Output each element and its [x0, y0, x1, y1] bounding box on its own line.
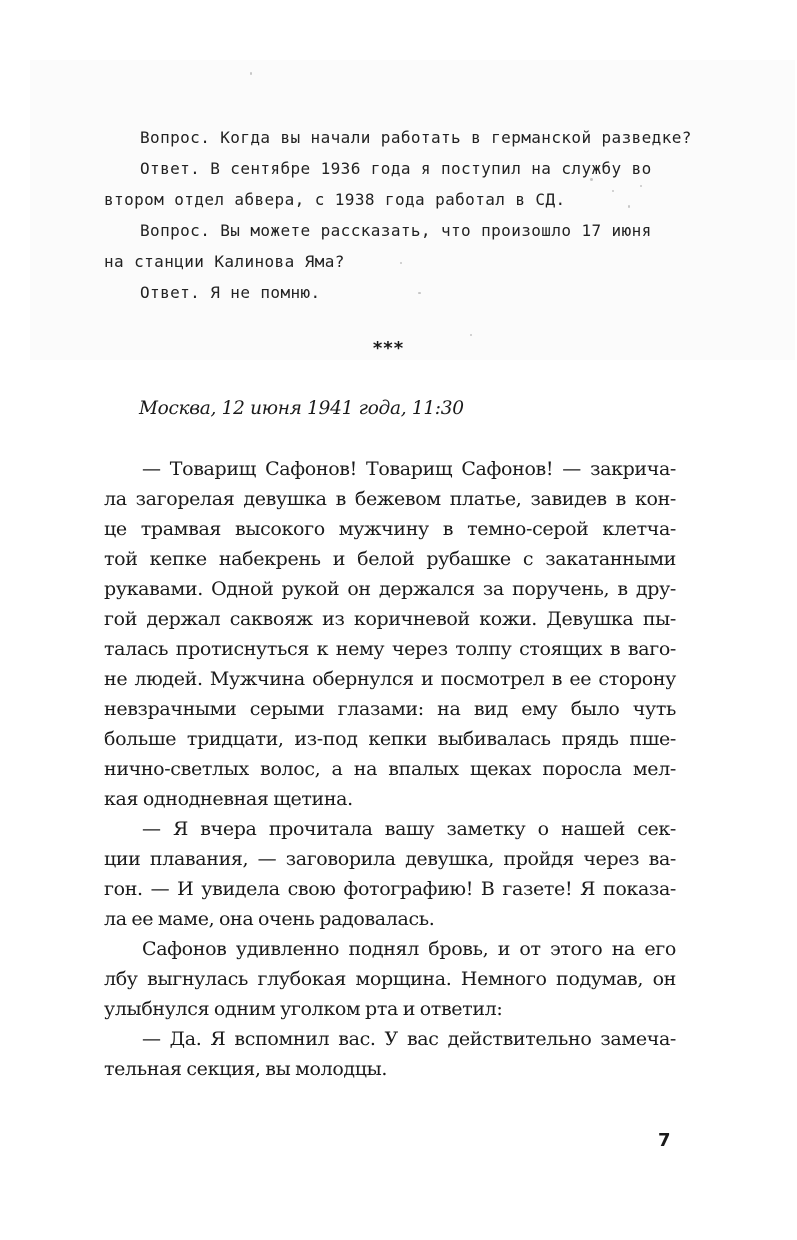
text-line: Сафонов удивленно поднял бровь, и от этого на его	[142, 938, 676, 960]
text-line: лбу выгнулась глубокая морщина. Немного подумав, он	[104, 968, 676, 990]
text-line: — Товарищ Сафонов! Товарищ Сафонов! — закрича-	[142, 458, 676, 480]
text-line: кая однодневная щетина.	[104, 788, 353, 810]
section-separator: ***	[372, 338, 405, 359]
text-line: не людей. Мужчина обернулся и посмотрел в ее сторону	[104, 668, 676, 690]
speck	[628, 205, 630, 208]
transcript-line: на станции Калинова Яма?	[104, 252, 345, 271]
text-line: тельная секция, вы молодцы.	[104, 1058, 388, 1080]
text-line: рукавами. Одной рукой он держался за поручень, в дру-	[104, 578, 676, 600]
page-number: 7	[658, 1130, 671, 1151]
transcript-line: втором отдел абвера, с 1938 года работал в СД.	[104, 190, 566, 209]
text-line: нично-светлых волос, а на впалых щеках поросла мел-	[104, 758, 676, 780]
text-line: талась протиснуться к нему через толпу стоящих в ваго-	[104, 638, 676, 660]
text-line: улыбнулся одним уголком рта и ответил:	[104, 998, 503, 1020]
text-line: — Я вчера прочитала вашу заметку о нашей сек-	[142, 818, 676, 840]
narrative-text	[104, 454, 676, 1084]
speck	[470, 334, 472, 336]
text-line: ла загорелая девушка в бежевом платье, завидев в кон-	[104, 488, 676, 510]
text-line: ла ее маме, она очень радовалась.	[104, 908, 435, 930]
text-line: больше тридцати, из-под кепки выбивалась прядь пше-	[104, 728, 676, 750]
text-line: невзрачными серыми глазами: на вид ему было чуть	[104, 698, 676, 720]
text-line: гой держал саквояж из коричневой кожи. Девушка пы-	[104, 608, 676, 630]
text-line: — Да. Я вспомнил вас. У вас действительно замеча-	[142, 1028, 676, 1050]
transcript-line: Ответ. Я не помню.	[140, 283, 321, 302]
transcript-line: Вопрос. Когда вы начали работать в германской разведке?	[140, 128, 692, 147]
speck	[418, 292, 421, 294]
speck	[612, 190, 614, 192]
transcript-line: Вопрос. Вы можете рассказать, что произошло 17 июня	[140, 221, 652, 240]
speck	[250, 72, 252, 75]
text-line: ции плавания, — заговорила девушка, пройдя через ва-	[104, 848, 676, 870]
text-line: це трамвая высокого мужчину в темно-серой клетча-	[104, 518, 676, 540]
speck	[640, 185, 642, 187]
speck	[400, 262, 402, 264]
speck	[590, 178, 593, 181]
text-line: гон. — И увидела свою фотографию! В газете! Я показа-	[104, 878, 676, 900]
transcript-line: Ответ. В сентябре 1936 года я поступил на службу во	[140, 159, 652, 178]
dateline: Москва, 12 июня 1941 года, 11:30	[139, 398, 464, 419]
text-line: той кепке набекрень и белой рубашке с закатанными	[104, 548, 676, 570]
